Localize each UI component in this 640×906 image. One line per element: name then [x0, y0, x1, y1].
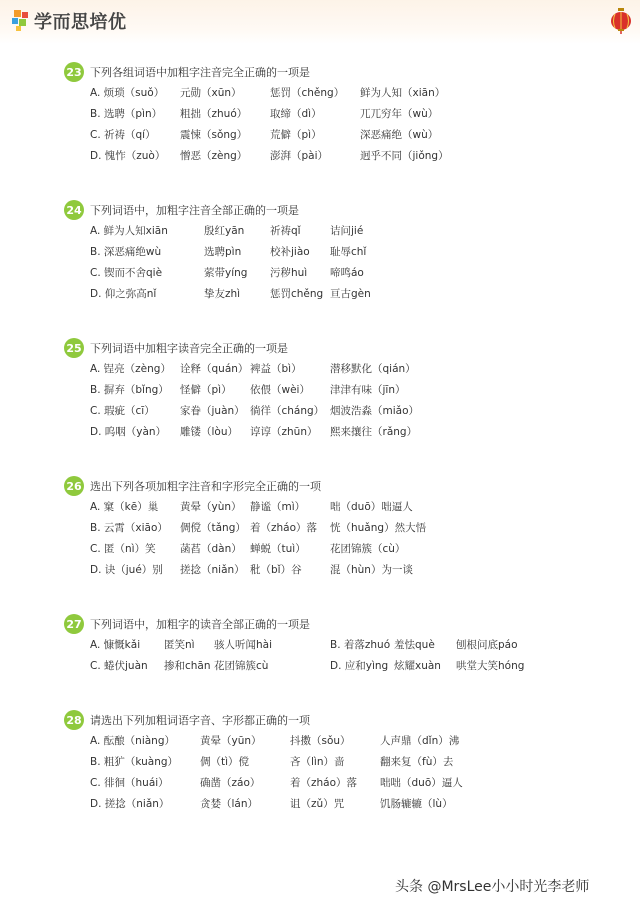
question-number-badge: 26 [64, 476, 84, 496]
option-item: 徜徉（cháng） [250, 405, 325, 417]
option-item: 饥肠辘辘（lù） [380, 798, 453, 810]
option-item: 粗拙（zhuó） [180, 108, 248, 120]
option-item: 潜移默化（qián） [330, 363, 416, 375]
option-row [64, 220, 624, 241]
option-item: 谆谆（zhūn） [250, 426, 318, 438]
option-item: 诘问jié [330, 225, 364, 237]
option-item: 震悚（sǒng） [180, 129, 248, 141]
question-header [64, 62, 624, 82]
option-item: 校补jiào [270, 246, 310, 258]
option-row [64, 538, 624, 559]
option-row [64, 772, 624, 793]
question-27 [64, 614, 624, 676]
option-item: D. 呜咽（yàn） [90, 426, 167, 438]
red-lantern-icon [610, 8, 632, 34]
question-stem: 选出下列各项加粗字注音和字形完全正确的一项 [90, 480, 321, 493]
option-row [64, 496, 624, 517]
option-item: 黄晕（yūn） [200, 735, 262, 747]
question-23 [64, 62, 624, 166]
option-item: 惩罚（chěng） [270, 87, 345, 99]
option-item: B. 深恶痛绝wù [90, 246, 162, 258]
option-item: 着（zháo）落 [290, 777, 358, 789]
option-item: A. 窠（kē）巢 [90, 501, 159, 513]
option-item: 翻来复（fù）去 [380, 756, 454, 768]
option-item: 憎恶（zèng） [180, 150, 248, 162]
option-row [64, 751, 624, 772]
option-item: A. 慷慨kǎi [90, 639, 141, 651]
colored-blocks-logo-icon [12, 10, 30, 32]
question-stem: 下列词语中，加粗字的读音全部正确的一项是 [90, 618, 310, 631]
option-item: 匿笑nì [164, 639, 195, 651]
option-item: 熙来攘往（rǎng） [330, 426, 418, 438]
option-item: 倜（tì）傥 [200, 756, 250, 768]
option-row [64, 400, 624, 421]
question-stem: 下列各组词语中加粗字注音完全正确的一项是 [90, 66, 310, 79]
question-26 [64, 476, 624, 580]
option-item: 亘古gèn [330, 288, 371, 300]
option-item: 元勋（xūn） [180, 87, 242, 99]
option-item: 确凿（záo） [200, 777, 261, 789]
watermark-text: 头条 @MrsLee小小时光李老师 [395, 879, 590, 895]
option-item: B. 着落zhuó [330, 639, 391, 651]
question-header [64, 476, 624, 496]
option-item: 混（hùn）为一谈 [330, 564, 413, 576]
option-item: 人声鼎（dǐn）沸 [380, 735, 460, 747]
option-item: 挚友zhì [204, 288, 241, 300]
option-item: D. 诀（jué）别 [90, 564, 163, 576]
question-25 [64, 338, 624, 442]
option-row [64, 283, 624, 304]
option-item: D. 搓捻（niǎn） [90, 798, 170, 810]
option-row [64, 730, 624, 751]
option-row [64, 82, 624, 103]
question-header [64, 200, 624, 220]
option-item: 秕（bǐ）谷 [250, 564, 302, 576]
question-number-badge: 28 [64, 710, 84, 730]
option-row [64, 793, 624, 814]
option-item: 依偎（wèi） [250, 384, 310, 396]
option-item: 萦带yíng [204, 267, 248, 279]
option-item: C. 蜷伏juàn [90, 660, 148, 672]
brand-name: 学而思培优 [34, 12, 127, 33]
question-stem: 下列词语中加粗字读音完全正确的一项是 [90, 342, 288, 355]
option-row [64, 634, 624, 655]
option-item: 黄晕（yùn） [180, 501, 242, 513]
option-item: 殷红yān [204, 225, 245, 237]
option-item: A. 鲜为人知xiān [90, 225, 168, 237]
option-item: 祈祷qǐ [270, 225, 301, 237]
option-item: 选聘pìn [204, 246, 242, 258]
question-header [64, 614, 624, 634]
option-item: 惩罚chěng [270, 288, 324, 300]
option-item: B. 云霄（xiāo） [90, 522, 168, 534]
option-item: 着（zháo）落 [250, 522, 318, 534]
option-item: 澎湃（pài） [270, 150, 329, 162]
option-item: 雕镂（lòu） [180, 426, 238, 438]
question-stem: 请选出下列加粗词语字音、字形都正确的一项 [90, 714, 310, 727]
option-item: C. 瑕疵（cī） [90, 405, 155, 417]
option-item: B. 摒弃（bǐng） [90, 384, 169, 396]
option-row [64, 145, 624, 166]
option-item: 取缔（dì） [270, 108, 322, 120]
option-item: 怪僻（pì） [180, 384, 232, 396]
option-item: 羞怯què [394, 639, 435, 651]
option-item: 啼鸣áo [330, 267, 364, 279]
option-row [64, 358, 624, 379]
option-item: 咄（duō）咄逼人 [330, 501, 413, 513]
option-item: D. 愧怍（zuò） [90, 150, 166, 162]
option-item: 菡萏（dàn） [180, 543, 242, 555]
option-row [64, 241, 624, 262]
option-row [64, 379, 624, 400]
option-item: 骇人听闻hài [214, 639, 273, 651]
option-item: 掺和chān [164, 660, 211, 672]
option-item: 津津有味（jīn） [330, 384, 406, 396]
option-item: D. 仰之弥高nǐ [90, 288, 157, 300]
option-row [64, 124, 624, 145]
option-item: 贪婪（lán） [200, 798, 259, 810]
option-item: 鲜为人知（xiān） [360, 87, 446, 99]
option-item: B. 粗犷（kuàng） [90, 756, 179, 768]
option-item: 裨益（bì） [250, 363, 302, 375]
option-item: 诅（zǔ）咒 [290, 798, 345, 810]
option-item: 刨根问底páo [456, 639, 518, 651]
question-24 [64, 200, 624, 304]
question-header [64, 710, 624, 730]
option-item: 迥乎不同（jiǒng） [360, 150, 449, 162]
option-item: 深恶痛绝（wù） [360, 129, 439, 141]
option-row [64, 103, 624, 124]
option-item: 污秽huì [270, 267, 308, 279]
question-stem: 下列词语中，加粗字注音全部正确的一项是 [90, 204, 299, 217]
option-row [64, 517, 624, 538]
option-item: C. 匿（nì）笑 [90, 543, 156, 555]
option-item: 哄堂大笑hóng [456, 660, 525, 672]
option-item: 炫耀xuàn [394, 660, 441, 672]
option-item: 烟波浩淼（miǎo） [330, 405, 420, 417]
option-item: 抖擞（sǒu） [290, 735, 351, 747]
option-item: 耻辱chǐ [330, 246, 367, 258]
option-item: C. 锲而不舍qiè [90, 267, 163, 279]
option-item: 搓捻（niǎn） [180, 564, 245, 576]
option-row [64, 655, 624, 676]
question-number-badge: 27 [64, 614, 84, 634]
option-item: 吝（lìn）啬 [290, 756, 345, 768]
option-item: A. 烦琐（suǒ） [90, 87, 165, 99]
option-row [64, 262, 624, 283]
option-item: 咄咄（duō）逼人 [380, 777, 463, 789]
question-number-badge: 24 [64, 200, 84, 220]
option-item: 家眷（juàn） [180, 405, 245, 417]
question-number-badge: 23 [64, 62, 84, 82]
option-item: 花团锦簇（cù） [330, 543, 406, 555]
option-item: A. 锃亮（zèng） [90, 363, 171, 375]
option-item: C. 徘徊（huái） [90, 777, 169, 789]
option-item: C. 祈祷（qí） [90, 129, 156, 141]
option-item: 倜傥（tǎng） [180, 522, 246, 534]
option-item: D. 应和yìng [330, 660, 389, 672]
option-row [64, 421, 624, 442]
option-item: 荒僻（pì） [270, 129, 322, 141]
question-number-badge: 25 [64, 338, 84, 358]
question-28 [64, 710, 624, 814]
option-item: 花团锦簇cù [214, 660, 269, 672]
option-row [64, 559, 624, 580]
option-item: B. 选聘（pìn） [90, 108, 163, 120]
option-item: 恍（huǎng）然大悟 [330, 522, 427, 534]
page-header [0, 0, 640, 44]
option-item: 静谧（mì） [250, 501, 306, 513]
option-item: 兀兀穷年（wù） [360, 108, 439, 120]
option-item: 蝉蜕（tuì） [250, 543, 306, 555]
question-header [64, 338, 624, 358]
option-item: A. 酝酿（niàng） [90, 735, 175, 747]
option-item: 诠释（quán） [180, 363, 249, 375]
brand-logo [12, 8, 127, 34]
